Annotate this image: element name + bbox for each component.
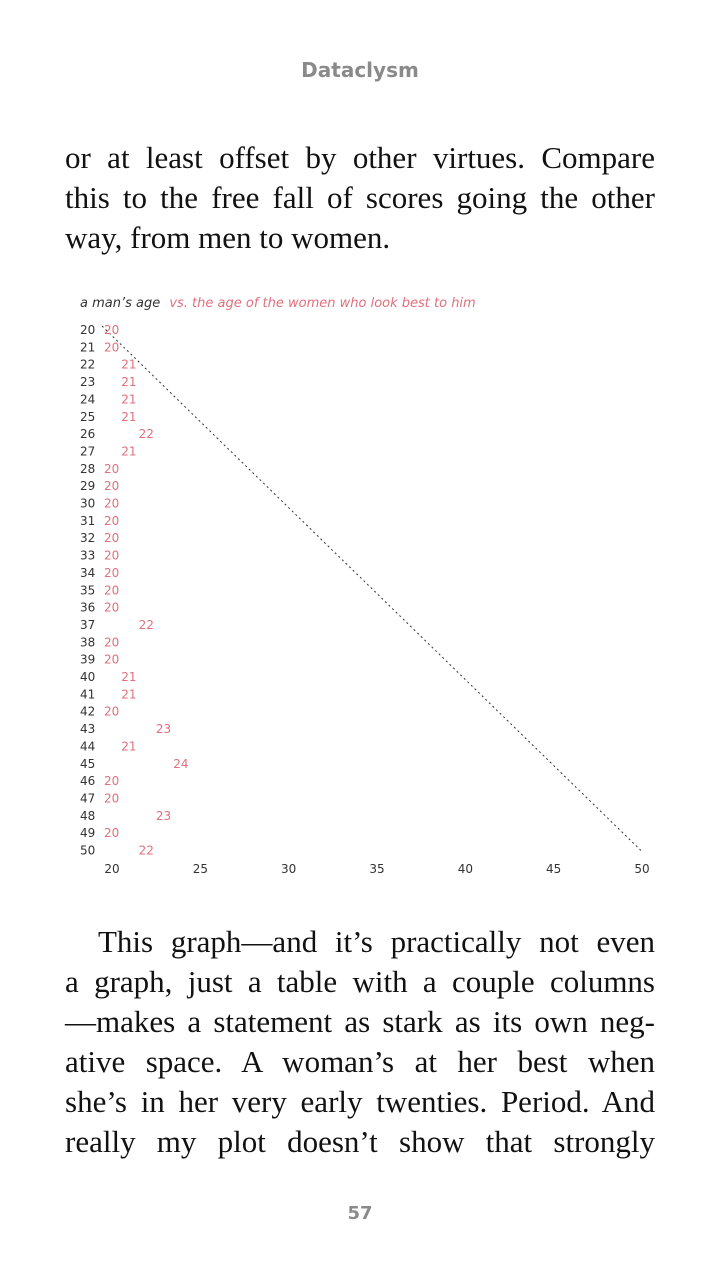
- text-line: she’s in her very early twenties. Period. And: [65, 1084, 655, 1119]
- age-label: 39: [80, 652, 96, 667]
- age-label: 28: [80, 461, 96, 476]
- age-label: 47: [80, 791, 96, 806]
- value-label: 20: [104, 531, 120, 546]
- age-label: 29: [80, 479, 96, 494]
- value-label: 20: [104, 635, 120, 650]
- x-tick-label: 45: [546, 862, 562, 876]
- x-tick-label: 40: [457, 862, 473, 876]
- x-tick-label: 35: [369, 862, 385, 876]
- x-tick-label: 20: [104, 862, 120, 876]
- chart-title: [80, 292, 476, 311]
- age-label: 38: [80, 635, 96, 650]
- value-label: 22: [138, 427, 154, 442]
- chart-title-part2: vs. the age of the women who look best to him: [169, 296, 476, 311]
- value-label: 21: [121, 375, 137, 390]
- text-line: This graph—and it’s practically not even: [98, 924, 655, 959]
- age-label: 43: [80, 722, 96, 737]
- age-label: 34: [80, 565, 96, 580]
- value-label: 20: [104, 461, 120, 476]
- paragraph-top: [65, 138, 655, 258]
- value-label: 22: [138, 843, 154, 858]
- value-label: 20: [104, 496, 120, 511]
- page-number: 57: [347, 1203, 373, 1224]
- value-label: 21: [121, 392, 137, 407]
- age-label: 22: [80, 357, 96, 372]
- age-label: 41: [80, 687, 96, 702]
- age-label: 35: [80, 583, 96, 598]
- value-label: 20: [104, 826, 120, 841]
- text-line: way, from men to women.: [65, 220, 391, 255]
- age-label: 46: [80, 774, 96, 789]
- value-label: 20: [104, 600, 120, 615]
- age-label: 23: [80, 375, 96, 390]
- age-label: 30: [80, 496, 96, 511]
- value-label: 20: [104, 548, 120, 563]
- value-label: 20: [104, 583, 120, 598]
- value-label: 23: [155, 722, 172, 737]
- value-label: 21: [121, 739, 137, 754]
- x-axis-ticks: [104, 862, 649, 876]
- value-label: 20: [104, 513, 120, 528]
- text-line: really my plot doesn’t show that strongly: [65, 1124, 655, 1159]
- age-label: 40: [80, 670, 96, 684]
- value-label: 21: [121, 409, 137, 424]
- age-label: 45: [80, 756, 96, 771]
- x-tick-label: 25: [192, 862, 208, 876]
- value-label: 21: [121, 687, 137, 702]
- value-label: 20: [104, 774, 120, 789]
- age-label: 31: [80, 513, 96, 528]
- value-label: 20: [104, 565, 120, 580]
- age-label: 21: [80, 340, 96, 355]
- age-label: 48: [80, 808, 96, 823]
- age-label: 26: [80, 427, 96, 442]
- age-label: 44: [80, 739, 96, 754]
- age-label: 49: [80, 826, 96, 841]
- value-label: 20: [104, 323, 120, 337]
- age-label: 24: [80, 392, 96, 407]
- chart-title-part1: a man’s age: [80, 296, 161, 311]
- value-label: 23: [155, 808, 172, 823]
- book-title: Dataclysm: [301, 58, 419, 82]
- age-label: 50: [80, 843, 96, 858]
- text-line: ative space. A woman’s at her best when: [65, 1044, 655, 1079]
- paragraph-bottom: [65, 922, 655, 1162]
- text-line: or at least offset by other virtues. Compare: [65, 140, 655, 175]
- value-label: 21: [121, 357, 137, 372]
- age-label: 36: [80, 600, 96, 615]
- value-label: 21: [121, 670, 137, 684]
- value-label: 20: [104, 479, 120, 494]
- age-label: 33: [80, 548, 96, 563]
- value-label: 22: [138, 617, 154, 632]
- age-label: 25: [80, 409, 96, 424]
- text-line: a graph, just a table with a couple columns: [65, 964, 655, 999]
- age-label: 42: [80, 704, 96, 719]
- age-label: 27: [80, 444, 96, 459]
- age-label: 37: [80, 617, 96, 632]
- age-chart: [0, 286, 720, 886]
- text-line: —makes a statement as stark as its own neg-: [65, 1004, 655, 1039]
- value-label: 24: [173, 756, 189, 771]
- value-label: 21: [121, 444, 137, 459]
- value-label: 20: [104, 340, 120, 355]
- age-label: 20: [80, 323, 96, 337]
- data-rows: [80, 323, 188, 858]
- reference-line: [102, 326, 642, 852]
- x-tick-label: 30: [281, 862, 297, 876]
- text-line: this to the free fall of scores going the other: [65, 180, 655, 215]
- value-label: 20: [104, 704, 120, 719]
- value-label: 20: [104, 652, 120, 667]
- x-tick-label: 50: [634, 862, 650, 876]
- age-label: 32: [80, 531, 96, 546]
- value-label: 20: [104, 791, 120, 806]
